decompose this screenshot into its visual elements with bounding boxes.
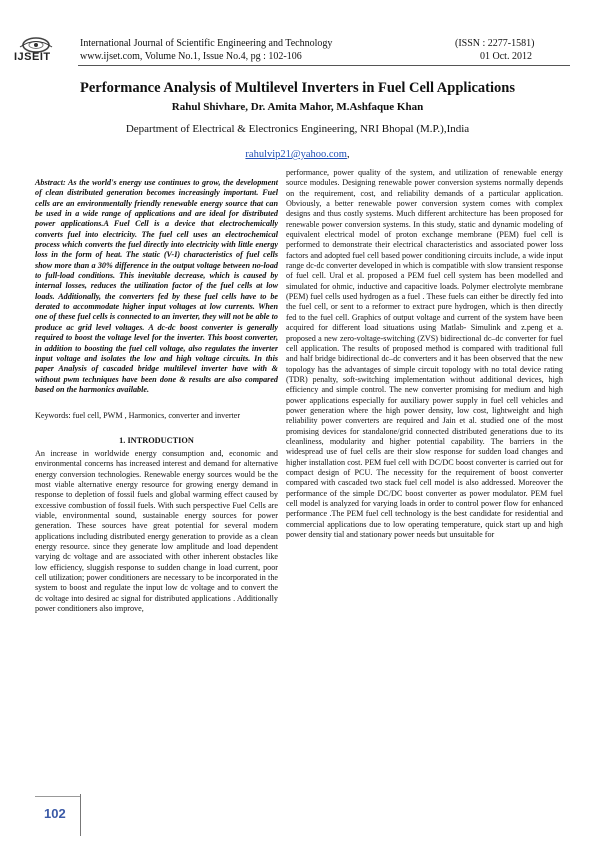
journal-volume-info: www.ijset.com, Volume No.1, Issue No.4, pg : 102-106 <box>80 51 302 62</box>
journal-name: International Journal of Scientific Engineering and Technology <box>80 38 333 49</box>
footer-rule <box>35 796 80 797</box>
issn: (ISSN : 2277-1581) <box>455 38 535 49</box>
author-email-line <box>0 149 595 160</box>
abstract <box>35 178 278 395</box>
author-affiliation: Department of Electrical & Electronics Engineering, NRI Bhopal (M.P.),India <box>125 123 470 135</box>
footer-divider <box>80 794 81 836</box>
author-email-link[interactable]: rahulvip21@yahoo.com <box>245 149 347 160</box>
paper-authors: Rahul Shivhare, Dr. Amita Mahor, M.Ashfaque Khan <box>171 101 424 113</box>
email-suffix: , <box>346 149 350 160</box>
introduction-text: An increase in worldwide energy consumption and, economic and environmental concerns has increased interest and demand for alternative energy conversion technologies. Renewable energy sources would be the most viable alternative energy resource for growing energy demand in response to depletion of fossil fuels and global warming effect caused by excessive combustion of fossil fuels. With such perspective Fuel Cells are viable, environmental sound, sustainable energy sources for power generation. These sources have great potential for several modern applications including distributed energy generation to provide as a clean energy resource. since they generate low amplitude and load dependent varying dc voltage and are associated with other inherent obstacles like low efficiency, sluggish response to sudden change in load current, poor cell utilization; power conditioners are necessary to be incorporated in the system to boost and regulate the input low dc voltage and to convert the dc voltage into desired ac signal for distributed applications . Additionally power conditioners also improve, <box>35 448 278 614</box>
abstract-text: As the world's energy use continues to grow, the development of clean distributed generation becomes increasingly important. Fuel cells are an environmentally friendly renewable energy source that can be used in a wide range of applications and are ideal for distributed power applications.A Fuel Cell is a device that electrochemically converts fuel into electricity. The fuel cell uses an electrochemical process which converts the fuel directly into electricity with little energy loss in the form of heat. The static (V-I) characteristics of fuel cells show more than a 30% difference in the output voltage between no-load to full-load conditions. This inevitable decrease, which is caused by internal losses, reduces the utilization factor of the fuel cells at low loads. Additionally, the converters fed by these fuel cells have to be derated to accommodate higher input voltages at low currents. When one of these fuel cells is connected to an inverter, they will not be able to produce ac grid level voltages. A dc-dc boost converter is generally required to boost the voltage level for the inverter. This boost converter, in addition to boosting the fuel cell voltage, also regulates the inverter input voltage and isolates the low and high voltage circuits. In this paper Analysis of cascaded bridge multilevel inverter have with & without pwm techniques have been done & results are also compared based on the harmonics available. <box>35 178 278 394</box>
page-number: 102 <box>44 806 66 821</box>
header-divider <box>78 65 570 66</box>
right-column-text: performance, power quality of the system, and utilization of renewable energy source modules. Designing renewable power conversion systems normally depends on the requirement, cost, and reliability demands of a particular application. Obviously, a better renewable power conversion system comes with complex designs and thus costly systems. Much different architecture has been proposed for renewable power conversion systems. In this study, static and dynamic modeling of equivalent electrical model of proton exchange membrane (PEM) fuel cell is performed to demonstrate their electrical characteristics and associated power loss factors and adopted fuel cell based power conditioning circuits include, a wide input range dc-dc converter developed in which is compatible with slow transient response of fuel cell. Ural et al. proposed a PEM fuel cell system has been modelled and simulated for ohmic, inductive and capacitive loads. Polymer electrolyte membrane (PEM) fuel cells used hydrogen as a fuel . These fuels can either be directly fed into the fuel cell, or sent to a reformer to extract pure hydrogen, which is then directly fed to the fuel cell. Graphics of output voltage and current of the system have been acquired for different load situations using Matlab- Simulink and z.peng et a. proposed a new zero-voltage-switching (ZVS) bidirectional dc–dc converter for fuel cell application. The results of proposed method is compared with traditional full and half bridge bidirectional dc–dc converters and it has been observed that the new topology has the advantages of simple circuit topology with no total device rating (TDR) penalty, soft-switching implementation without additional devices, high efficiency and simple control. The new converter promising for medium and high power applications especially for auxiliary power supply in fuel cell vehicles and power generation where the high power density, low cost, lightweight and high reliability power converters are required and Jain et al. studied one of the most promising devices for standalone/grid connected distributed generations due to its cleanliness, modularity and higher potential capability. The barriers in the widespread use of fuel cells are their slow response for sudden load changes and higher installation cost. PEM fuel cell with DC/DC boost converter is carried out for compact design of PCU. The necessity for the requirement of boost converter compared with cascaded two stack fuel cell model is also addressed. Moreover the performance of the simple DC/DC boost converter as power modulator. PEM fuel cell model is analyzed for varying loads in order to control power flow for enhanced performance .The PEM fuel cell technology is the best candidate for residential and commercial applications due to low operating temperature, quick start up and high power density tial and stationary power needs but unsuitable for <box>286 168 563 540</box>
issue-date: 01 Oct. 2012 <box>480 51 532 62</box>
keywords: Keywords: fuel cell, PWM , Harmonics, converter and inverter <box>35 411 241 421</box>
section-heading-introduction: 1. INTRODUCTION <box>119 435 194 445</box>
left-column <box>35 178 278 614</box>
abstract-label: Abstract: <box>35 178 66 187</box>
paper-title: Performance Analysis of Multilevel Inverters in Fuel Cell Applications <box>80 80 515 96</box>
right-column <box>286 168 563 540</box>
logo-text: IJSEIT <box>14 51 51 63</box>
